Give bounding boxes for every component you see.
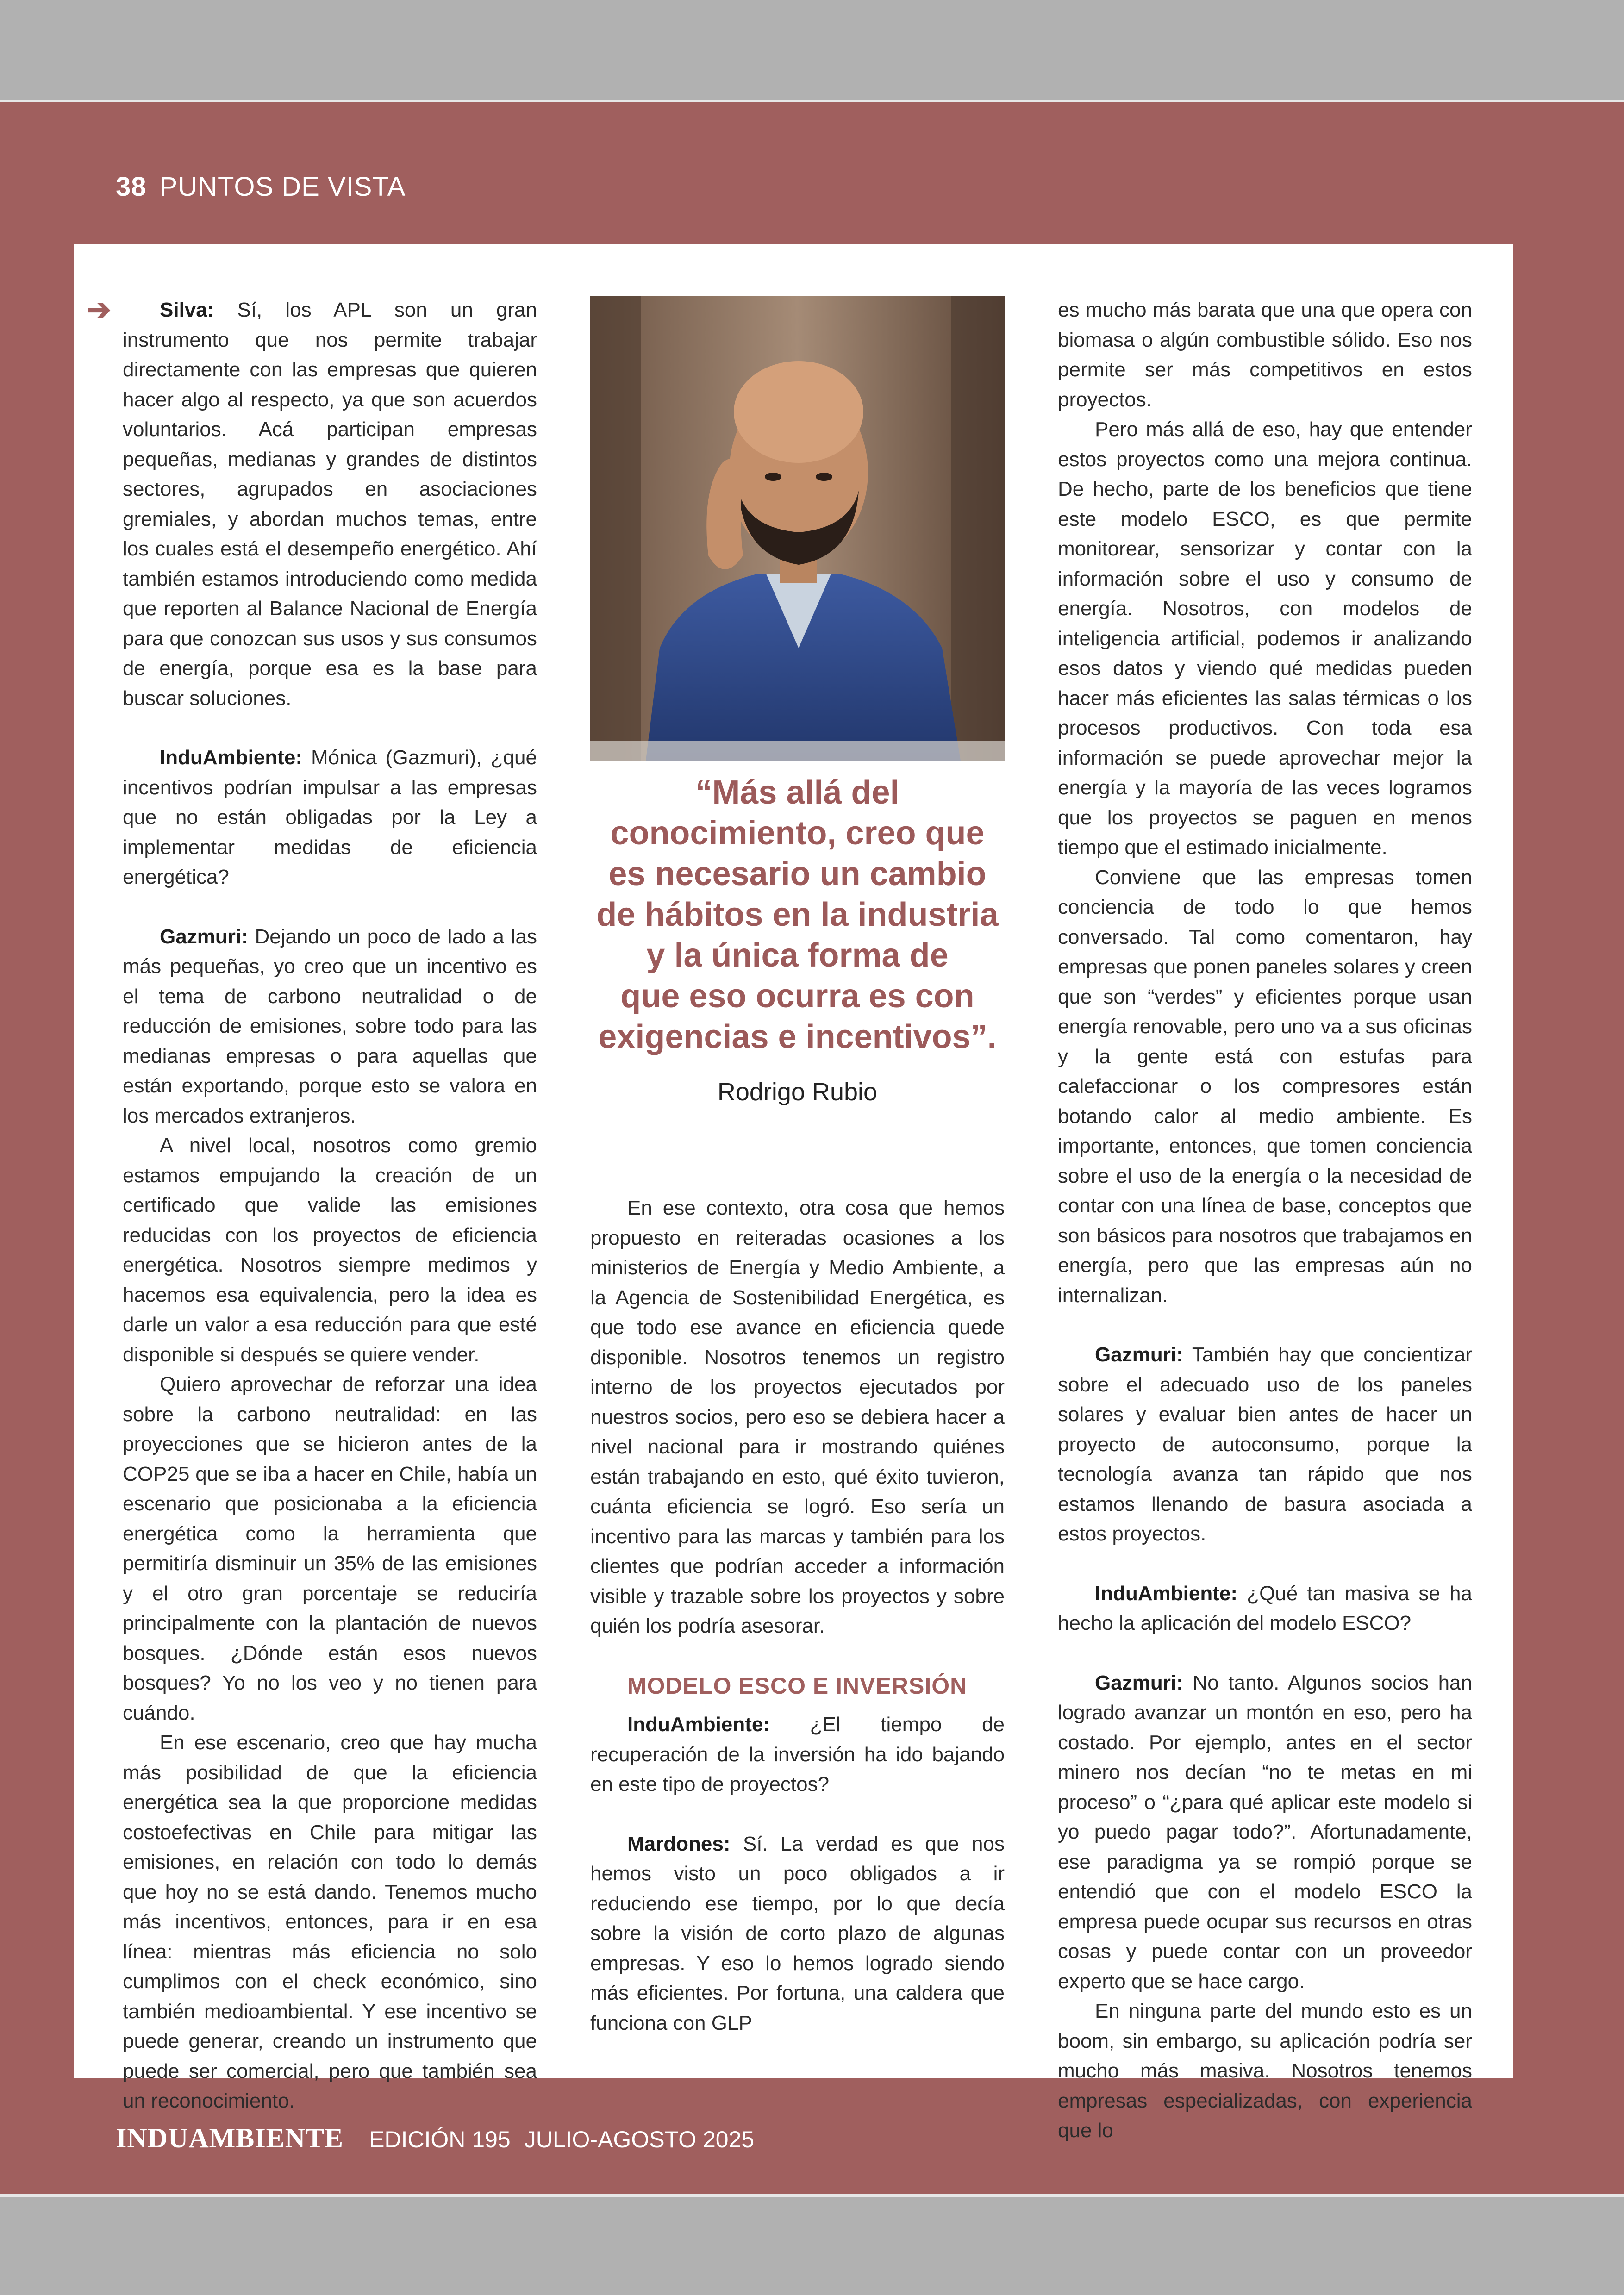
page-header [116, 171, 406, 202]
interviewee-photo [590, 296, 1005, 761]
speaker-name: InduAmbiente: [160, 746, 302, 769]
quote-line: conocimiento, creo que [610, 815, 985, 852]
column-3 [1058, 295, 1472, 2146]
quote-line: es necesario un cambio [608, 855, 987, 892]
page-bottom-border [0, 2194, 1624, 2197]
page-footer [116, 2122, 754, 2154]
speaker-name: Gazmuri: [1095, 1671, 1183, 1694]
paragraph: Conviene que las empresas tomen conciencia de todo lo que hemos conversado. Tal como comentaron, hay empresas que ponen paneles solares y creen que son “verdes” y eficientes porque usan energía renovable, pero uno va a sus oficinas y la gente está con estufas para calefaccionar o los compresores están botando calor al medio ambiente. Es importante, entonces, que tomen conciencia sobre el uso de la energía o la necesidad de contar con una línea de base, conceptos que son básicos para nosotros que trabajamos en energía, pero que las empresas aún no internalizan. [1058, 866, 1472, 1307]
paragraph-text: No tanto. Algunos socios han logrado avanzar un montón en eso, pero ha costado. Por ejemplo, antes en el sector minero nos decían “no te metas en mi proceso” o “¿para qué aplicar este modelo si yo puedo pagar todo?”. Afortunadamente, ese paradigma ya se rompió porque se entendió que con el modelo ESCO la empresa puede ocupar sus recursos en otras cosas y puede contar con un proveedor experto que se hace cargo. [1058, 1671, 1472, 1993]
paragraph: Quiero aprovechar de reforzar una idea sobre la carbono neutralidad: en las proyecciones que se hicieron antes de la COP25 que se iba a hacer en Chile, había un escenario que posicionaba a la eficiencia energética como la herramienta que permitiría disminuir un 35% de las emisiones y el otro gran porcentaje se reduciría principalmente con la plantación de nuevos bosques. ¿Dónde están esos nuevos bosques? Yo no los veo y no tienen para cuándo. [123, 1373, 537, 1724]
paragraph-text: ¿Qué tan masiva se ha hecho la aplicación del modelo ESCO? [1058, 1582, 1472, 1634]
paragraph [590, 1829, 1005, 2039]
edition-date: JULIO-AGOSTO 2025 [524, 2127, 755, 2152]
section-name: PUNTOS DE VISTA [159, 172, 406, 202]
quote-line: y la única forma de [646, 937, 949, 974]
speaker-name: Silva: [160, 299, 214, 321]
paragraph-text: Dejando un poco de lado a las más pequeñas, yo creo que un incentivo es el tema de carbono neutralidad o de reducción de emisiones, sobre todo para las medianas empresas o para aquellas que están exportando, porque esto se valora en los mercados extranjeros. [123, 925, 537, 1127]
quote-author: Rodrigo Rubio [717, 1078, 878, 1106]
paragraph [123, 743, 537, 892]
paragraph [123, 922, 537, 1131]
quote-line: exigencias e incentivos”. [598, 1018, 997, 1055]
paragraph [1058, 1579, 1472, 1639]
speaker-name: Mardones: [627, 1832, 731, 1855]
paragraph: En ninguna parte del mundo esto es un boom, sin embargo, su aplicación podría ser mucho más masiva. Nosotros tenemos empresas especializadas, con experiencia que lo [1058, 2000, 1472, 2142]
paragraph [590, 1710, 1005, 1800]
paragraph-text: Mónica (Gazmuri), ¿qué incentivos podrían impulsar a las empresas que no están obligadas por la Ley a implementar medidas de eficiencia energética? [123, 746, 537, 888]
quote-line: “Más allá del [695, 774, 899, 811]
magazine-logo: INDUAMBIENTE [116, 2123, 344, 2153]
speaker-name: InduAmbiente: [1095, 1582, 1237, 1605]
paragraph [123, 295, 537, 713]
quote-line: que eso ocurra es con [620, 978, 974, 1015]
pull-quote [590, 772, 1005, 1057]
paragraph-text: ¿El tiempo de recuperación de la inversión ha ido bajando en este tipo de proyectos? [590, 1713, 1005, 1796]
paragraph-text: También hay que concientizar sobre el adecuado uso de los paneles solares y evaluar bien antes de hacer un proyecto de autoconsumo, porque la tecnología avanza tan rápido que nos estamos llenando de basura asociada a estos proyectos. [1058, 1343, 1472, 1545]
paragraph [1058, 1340, 1472, 1549]
quote-line: de hábitos en la industria [596, 896, 999, 933]
paragraph: En ese escenario, creo que hay mucha más posibilidad de que la eficiencia energética sea la que proporcione medidas costoefectivas en Chile para mitigar las emisiones, en relación con todo lo demás que hoy no se está dando. Tenemos mucho más incentivos, entonces, para ir en esa línea: mientras más eficiencia no solo cumplimos con el check económico, sino también medioambiental. Y ese incentivo se puede generar, creando un instrumento que puede ser comercial, pero que también sea un reconocimiento. [123, 1731, 537, 2112]
paragraph-text: Sí, los APL son un gran instrumento que nos permite trabajar directamente con las empresas que quieren hacer algo al respecto, ya que son acuerdos voluntarios. Acá participan empresas pequeñas, medianas y grandes de distintos sectores, agrupados en asociaciones gremiales, y abordan muchos temas, entre los cuales está el desempeño energético. Ahí también estamos introduciendo como medida que reporten al Balance Nacional de Energía para que conozcan sus usos y sus consumos de energía, porque esa es la base para buscar soluciones. [123, 299, 537, 710]
paragraph [1058, 1668, 1472, 1997]
column-1 [123, 295, 537, 2116]
speaker-name: InduAmbiente: [627, 1713, 770, 1736]
speaker-name: Gazmuri: [160, 925, 248, 948]
speaker-name: Gazmuri: [1095, 1343, 1183, 1366]
column-2 [590, 1193, 1005, 2038]
paragraph-text: Sí. La verdad es que nos hemos visto un poco obligados a ir reduciendo ese tiempo, por lo que decía sobre la visión de corto plazo de algunas empresas. Y eso lo hemos logrado siendo más eficientes. Por fortuna, una caldera que funciona con GLP [590, 1832, 1005, 2034]
paragraph: A nivel local, nosotros como gremio estamos empujando la creación de un certificado que valide las emisiones reducidas con los proyectos de eficiencia energética. Nosotros siempre medimos y hacemos esa equivalencia, pero la idea es darle un valor a esa reducción para que esté disponible si después se quiere vender. [123, 1134, 537, 1366]
continuation-arrow-icon: ➔ [87, 294, 111, 326]
section-heading: MODELO ESCO E INVERSIÓN [627, 1672, 968, 1699]
paragraph: Pero más allá de eso, hay que entender estos proyectos como una mejora continua. De hecho, parte de los beneficios que tiene este modelo ESCO, es que permite monitorear, sensorizar y contar con la información sobre el uso y consumo de energía. Nosotros, con modelos de inteligencia artificial, podemos ir analizando esos datos y viendo qué medidas pueden hacer más eficientes las salas térmicas o los procesos productivos. Con toda esa información se puede aprovechar mejor la energía y la mayoría de las veces logramos que los proyectos se paguen en menos tiempo que el estimado inicialmente. [1058, 418, 1472, 859]
paragraph: En ese contexto, otra cosa que hemos propuesto en reiteradas ocasiones a los ministerios de Energía y Medio Ambiente, a la Agencia de Sostenibilidad Energética, es que todo ese avance en eficiencia quede disponible. Nosotros tenemos un registro interno de los proyectos ejecutados por nuestros socios, pero eso se debiera hacer a nivel nacional para ir mostrando quiénes están trabajando en esto, qué éxito tuvieron, cuánta eficiencia se logró. Eso sería un incentivo para las marcas y también para los clientes que podrían acceder a información visible y trazable sobre los proyectos y sobre quién los podría asesorar. [590, 1197, 1005, 1637]
edition-number: EDICIÓN 195 [369, 2127, 511, 2152]
page-number: 38 [116, 172, 147, 202]
paragraph: es mucho más barata que una que opera con biomasa o algún combustible sólido. Eso nos permite ser más competitivos en estos proyectos. [1058, 299, 1472, 411]
